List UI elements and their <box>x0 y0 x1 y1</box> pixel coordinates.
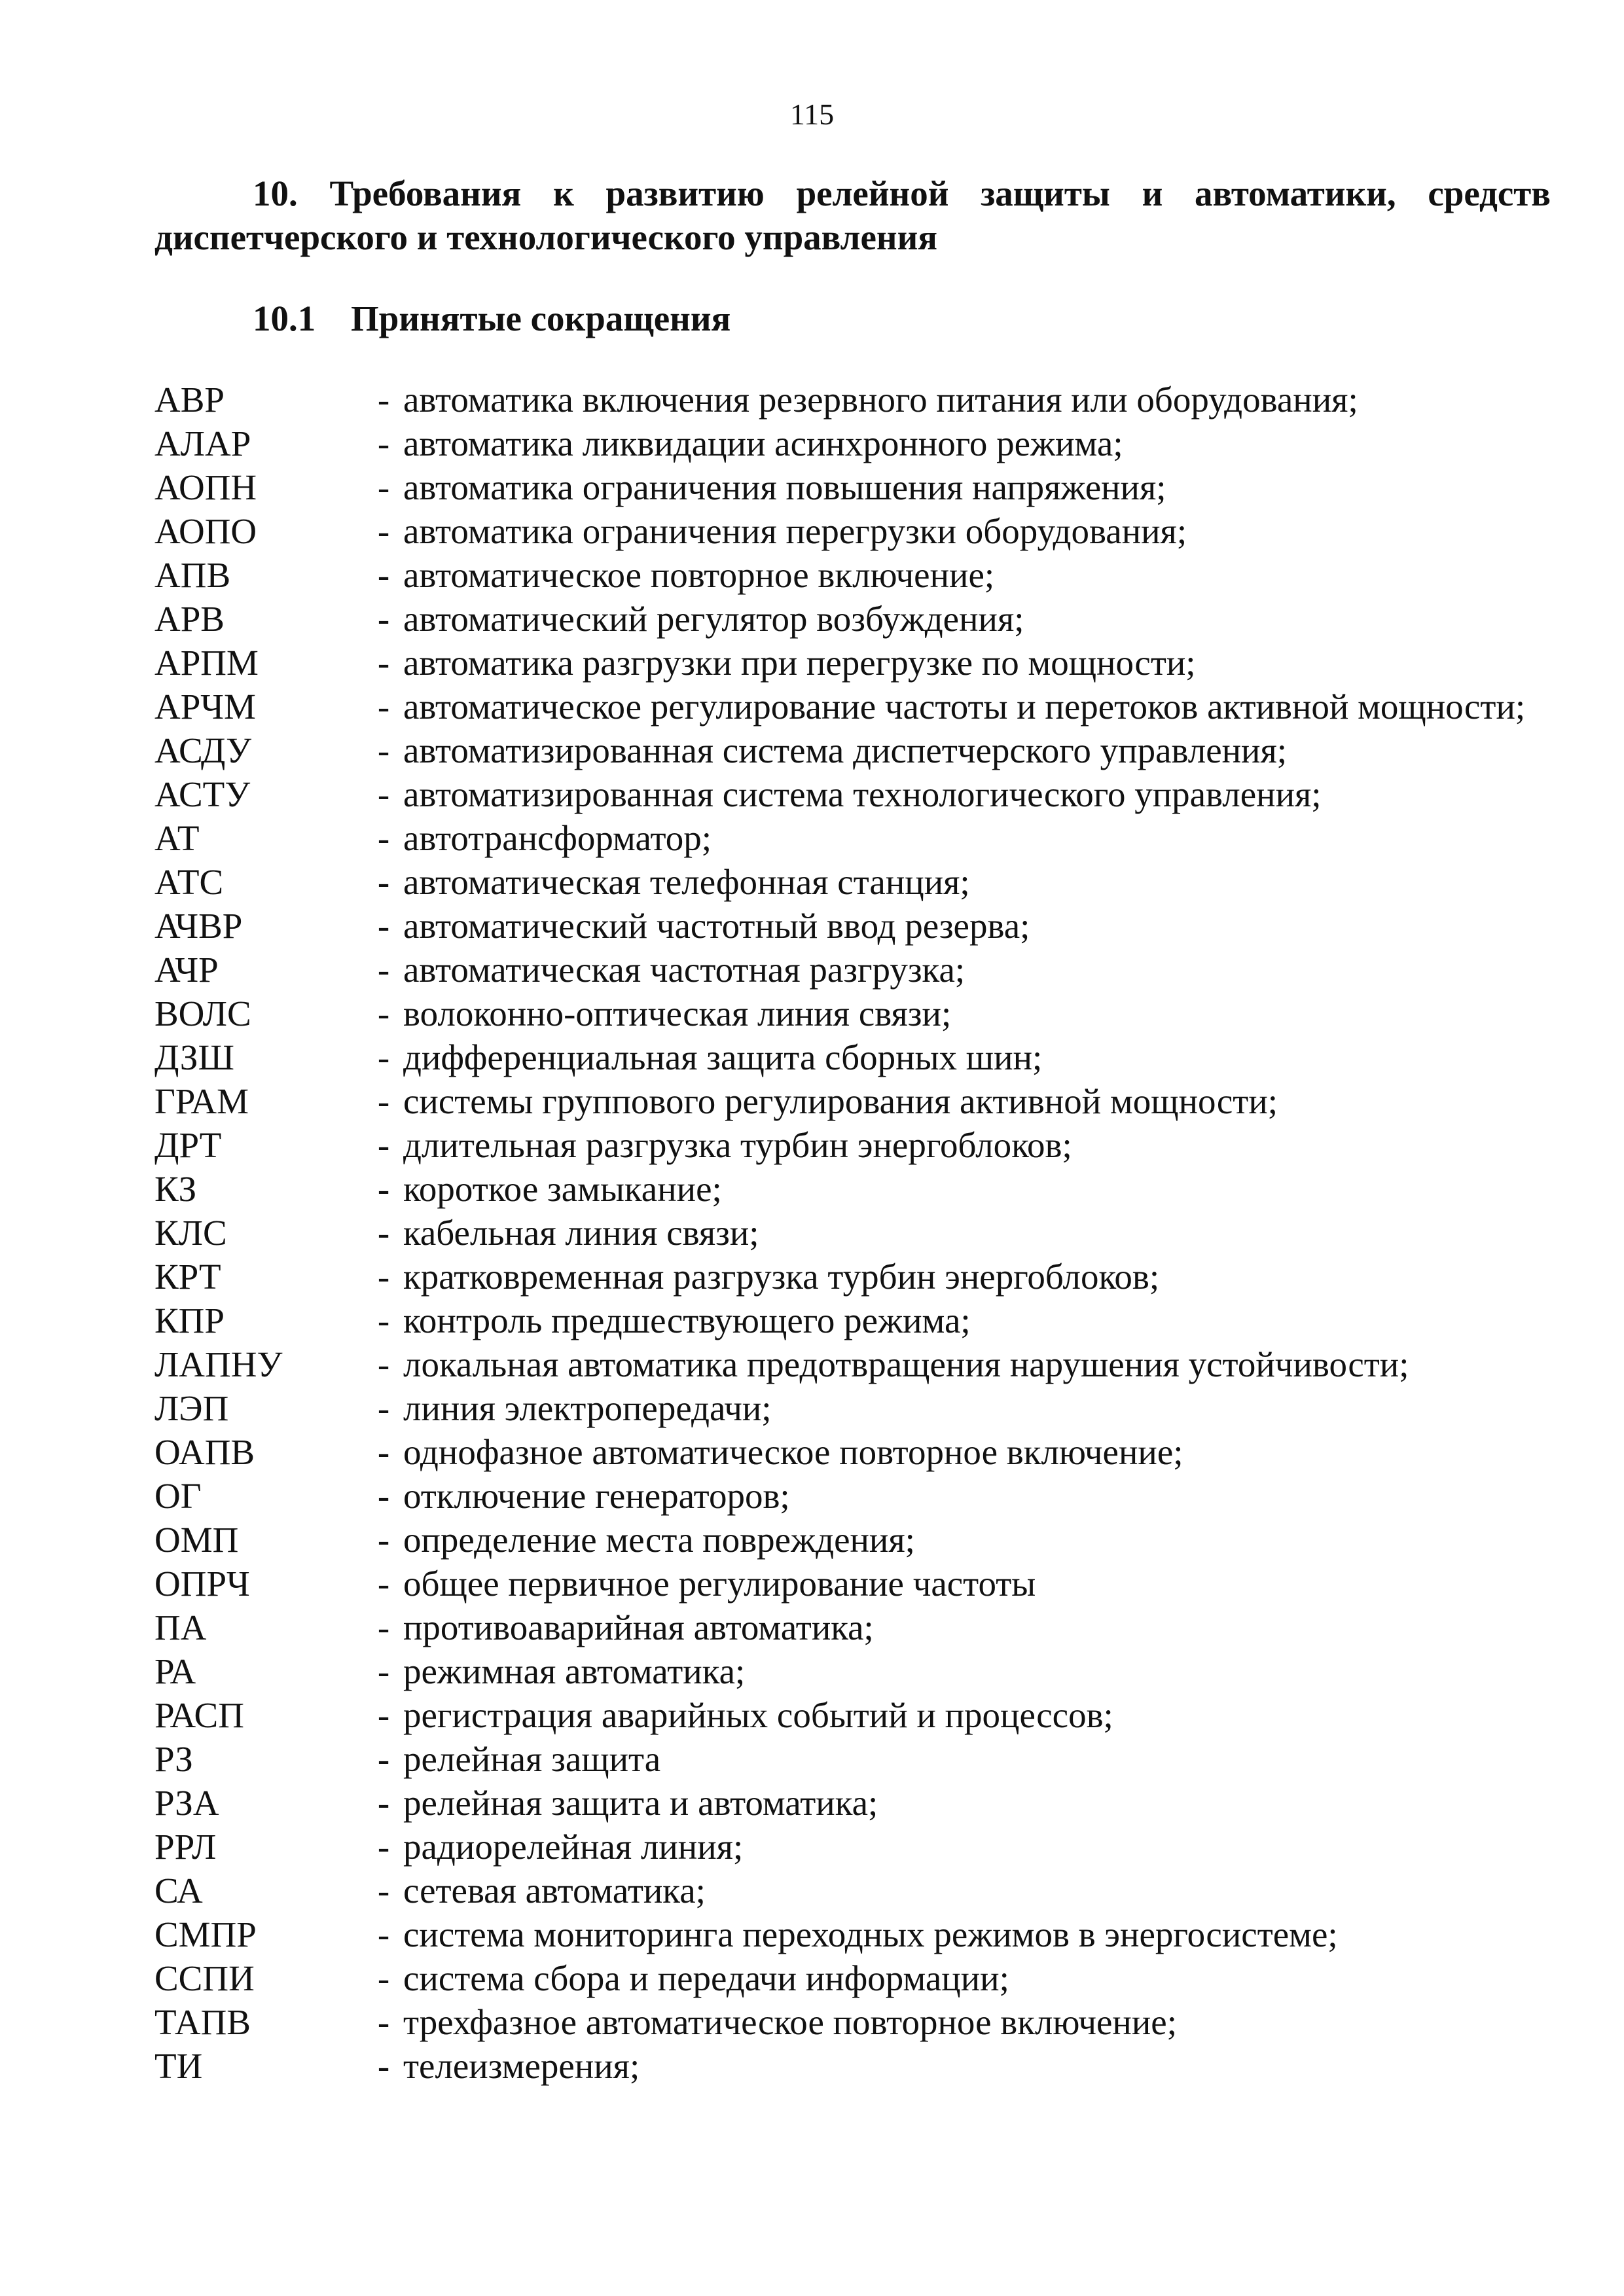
abbreviation-term: ЛАПНУ <box>154 1344 283 1384</box>
abbreviation-term: ТИ <box>154 2046 203 2086</box>
abbreviation-definition: радиорелейная линия; <box>403 1827 744 1867</box>
abbreviation-definition: автоматика ликвидации асинхронного режима; <box>403 423 1123 463</box>
abbreviation-definition: волоконно-оптическая линия связи; <box>403 994 952 1033</box>
abbreviation-row <box>154 2044 1551 2088</box>
abbreviation-term: ДРТ <box>154 1125 222 1165</box>
abbreviation-definition: кабельная линия связи; <box>403 1213 759 1253</box>
abbreviation-term: АРЧМ <box>154 687 256 726</box>
abbreviation-term: АОПО <box>154 511 257 551</box>
abbreviation-row <box>154 948 1551 992</box>
abbreviation-definition: релейная защита и автоматика; <box>403 1783 878 1823</box>
abbreviation-dash: - <box>377 1739 390 1779</box>
abbreviation-term: РАСП <box>154 1695 244 1735</box>
abbreviation-term: ОГ <box>154 1476 202 1516</box>
abbreviation-definition: автотрансформатор; <box>403 818 712 858</box>
page-number: 115 <box>789 98 835 131</box>
abbreviation-row <box>154 860 1551 904</box>
abbreviation-dash: - <box>377 774 390 814</box>
abbreviation-dash: - <box>377 1169 390 1209</box>
abbreviation-dash: - <box>377 1607 390 1647</box>
abbreviation-term: ОПРЧ <box>154 1564 250 1604</box>
abbreviation-term: АЧВР <box>154 906 243 946</box>
abbreviation-row <box>154 1255 1551 1299</box>
section-title-line1 <box>154 171 1551 215</box>
abbreviation-definition: автоматическое повторное включение; <box>403 555 995 595</box>
abbreviation-definition: автоматический частотный ввод резерва; <box>403 906 1030 946</box>
abbreviation-row <box>154 992 1551 1035</box>
section-title-line2: диспетчерского и технологического управления <box>154 217 938 257</box>
abbreviation-definition: линия электропередачи; <box>403 1388 772 1428</box>
abbreviation-dash: - <box>377 1432 390 1472</box>
abbreviation-definition: система сбора и передачи информации; <box>403 1958 1009 1998</box>
abbreviation-dash: - <box>377 1081 390 1121</box>
abbreviation-term: АЧР <box>154 950 219 990</box>
abbreviation-term: ЛЭП <box>154 1388 229 1428</box>
abbreviation-definition: автоматическая частотная разгрузка; <box>403 950 965 990</box>
abbreviation-row <box>154 1342 1551 1386</box>
abbreviation-definition: автоматика включения резервного питания или оборудования; <box>403 380 1358 420</box>
subsection-heading <box>253 298 731 339</box>
abbreviation-definition: длительная разгрузка турбин энергоблоков; <box>403 1125 1072 1165</box>
subsection-title: Принятые сокращения <box>351 298 731 338</box>
abbreviation-row <box>154 553 1551 597</box>
abbreviation-row <box>154 1605 1551 1649</box>
abbreviation-row <box>154 1737 1551 1781</box>
abbreviation-dash: - <box>377 555 390 595</box>
abbreviation-definition: определение места повреждения; <box>403 1520 915 1560</box>
abbreviation-dash: - <box>377 1125 390 1165</box>
abbreviation-definition: телеизмерения; <box>403 2046 640 2086</box>
abbreviation-dash: - <box>377 1958 390 1998</box>
abbreviation-dash: - <box>377 1476 390 1516</box>
abbreviation-definition: автоматизированная система диспетчерского управления; <box>403 730 1288 770</box>
abbreviation-row <box>154 1474 1551 1518</box>
abbreviation-dash: - <box>377 1564 390 1604</box>
abbreviation-term: РА <box>154 1651 196 1691</box>
abbreviation-term: РЗ <box>154 1739 193 1779</box>
abbreviation-row <box>154 728 1551 772</box>
section-title-word: к <box>553 173 574 213</box>
abbreviation-row <box>154 597 1551 641</box>
abbreviation-definition: автоматическое регулирование частоты и перетоков активной мощности; <box>403 687 1526 726</box>
abbreviation-term: КРТ <box>154 1257 221 1297</box>
abbreviation-term: ССПИ <box>154 1958 255 1998</box>
abbreviation-definition: локальная автоматика предотвращения нарушения устойчивости; <box>403 1344 1409 1384</box>
abbreviation-definition: кратковременная разгрузка турбин энергоблоков; <box>403 1257 1160 1297</box>
abbreviation-dash: - <box>377 730 390 770</box>
abbreviation-dash: - <box>377 1037 390 1077</box>
section-title-word: релейной <box>796 173 949 213</box>
abbreviation-row <box>154 1123 1551 1167</box>
section-title-word: автоматики, <box>1195 173 1396 213</box>
abbreviation-definition: системы группового регулирования активной мощности; <box>403 1081 1278 1121</box>
abbreviation-term: АПВ <box>154 555 231 595</box>
abbreviation-term: АСДУ <box>154 730 252 770</box>
abbreviation-row <box>154 1211 1551 1255</box>
abbreviation-dash: - <box>377 1257 390 1297</box>
abbreviation-row <box>154 1079 1551 1123</box>
abbreviation-dash: - <box>377 1783 390 1823</box>
abbreviation-dash: - <box>377 1388 390 1428</box>
abbreviation-row <box>154 1035 1551 1079</box>
abbreviation-dash: - <box>377 818 390 858</box>
abbreviation-dash: - <box>377 1651 390 1691</box>
abbreviation-dash: - <box>377 994 390 1033</box>
abbreviation-row <box>154 1386 1551 1430</box>
abbreviation-definition: режимная автоматика; <box>403 1651 746 1691</box>
abbreviation-row <box>154 1299 1551 1342</box>
abbreviation-row <box>154 378 1551 422</box>
abbreviation-term: СМПР <box>154 1914 257 1954</box>
abbreviation-term: ОМП <box>154 1520 239 1560</box>
abbreviation-row <box>154 1693 1551 1737</box>
abbreviation-term: АРВ <box>154 599 225 639</box>
abbreviation-row <box>154 1912 1551 1956</box>
abbreviation-dash: - <box>377 1914 390 1954</box>
abbreviation-row <box>154 1562 1551 1605</box>
abbreviation-row <box>154 1167 1551 1211</box>
abbreviation-term: АВР <box>154 380 225 420</box>
abbreviation-definition: контроль предшествующего режима; <box>403 1300 971 1340</box>
abbreviation-definition: регистрация аварийных событий и процессов; <box>403 1695 1113 1735</box>
abbreviation-term: РЗА <box>154 1783 219 1823</box>
abbreviation-row <box>154 422 1551 465</box>
section-title-word: развитию <box>605 173 765 213</box>
abbreviation-definition: противоаварийная автоматика; <box>403 1607 874 1647</box>
abbreviation-definition: дифференциальная защита сборных шин; <box>403 1037 1043 1077</box>
section-title-word: средств <box>1428 173 1551 213</box>
abbreviation-dash: - <box>377 1300 390 1340</box>
abbreviation-dash: - <box>377 950 390 990</box>
abbreviation-list <box>154 378 1551 2088</box>
abbreviation-term: ТАПВ <box>154 2002 251 2042</box>
abbreviation-dash: - <box>377 1213 390 1253</box>
abbreviation-row <box>154 1869 1551 1912</box>
abbreviation-definition: сетевая автоматика; <box>403 1871 706 1910</box>
abbreviation-row <box>154 641 1551 685</box>
abbreviation-dash: - <box>377 2046 390 2086</box>
subsection-number: 10.1 <box>253 298 316 338</box>
section-title-word: защиты <box>981 173 1110 213</box>
abbreviation-dash: - <box>377 1344 390 1384</box>
abbreviation-row <box>154 1649 1551 1693</box>
abbreviation-dash: - <box>377 1695 390 1735</box>
abbreviation-term: КЛС <box>154 1213 227 1253</box>
abbreviation-definition: однофазное автоматическое повторное включение; <box>403 1432 1183 1472</box>
abbreviation-row <box>154 465 1551 509</box>
abbreviation-dash: - <box>377 423 390 463</box>
abbreviation-dash: - <box>377 599 390 639</box>
abbreviation-term: СА <box>154 1871 203 1910</box>
abbreviation-dash: - <box>377 2002 390 2042</box>
abbreviation-dash: - <box>377 862 390 902</box>
abbreviation-definition: автоматизированная система технологического управления; <box>403 774 1322 814</box>
abbreviation-term: АТ <box>154 818 200 858</box>
abbreviation-term: АОПН <box>154 467 257 507</box>
abbreviation-row <box>154 1430 1551 1474</box>
abbreviation-row <box>154 509 1551 553</box>
abbreviation-term: РРЛ <box>154 1827 217 1867</box>
abbreviation-row <box>154 685 1551 728</box>
abbreviation-row <box>154 772 1551 816</box>
section-title-word: Требования <box>329 173 522 213</box>
abbreviation-term: АСТУ <box>154 774 251 814</box>
abbreviation-definition: автоматика ограничения повышения напряжения; <box>403 467 1166 507</box>
abbreviation-term: ПА <box>154 1607 207 1647</box>
abbreviation-definition: система мониторинга переходных режимов в энергосистеме; <box>403 1914 1338 1954</box>
abbreviation-definition: трехфазное автоматическое повторное включение; <box>403 2002 1177 2042</box>
abbreviation-dash: - <box>377 467 390 507</box>
abbreviation-row <box>154 1781 1551 1825</box>
abbreviation-dash: - <box>377 687 390 726</box>
section-number: 10. <box>253 173 298 213</box>
abbreviation-definition: релейная защита <box>403 1739 661 1779</box>
abbreviation-row <box>154 904 1551 948</box>
abbreviation-row <box>154 1956 1551 2000</box>
abbreviation-dash: - <box>377 511 390 551</box>
abbreviation-term: АТС <box>154 862 224 902</box>
abbreviation-definition: короткое замыкание; <box>403 1169 722 1209</box>
abbreviation-term: АРПМ <box>154 643 259 683</box>
abbreviation-term: ДЗШ <box>154 1037 234 1077</box>
abbreviation-row <box>154 2000 1551 2044</box>
abbreviation-dash: - <box>377 1520 390 1560</box>
abbreviation-dash: - <box>377 643 390 683</box>
abbreviation-term: КЗ <box>154 1169 197 1209</box>
abbreviation-term: ВОЛС <box>154 994 251 1033</box>
abbreviation-term: ГРАМ <box>154 1081 249 1121</box>
abbreviation-row <box>154 816 1551 860</box>
abbreviation-row <box>154 1825 1551 1869</box>
abbreviation-dash: - <box>377 1871 390 1910</box>
abbreviation-term: ОАПВ <box>154 1432 255 1472</box>
abbreviation-term: КПР <box>154 1300 225 1340</box>
abbreviation-dash: - <box>377 1827 390 1867</box>
section-title-word: и <box>1142 173 1163 213</box>
abbreviation-definition: отключение генераторов; <box>403 1476 790 1516</box>
abbreviation-row <box>154 1518 1551 1562</box>
abbreviation-definition: автоматический регулятор возбуждения; <box>403 599 1024 639</box>
abbreviation-term: АЛАР <box>154 423 251 463</box>
abbreviation-definition: общее первичное регулирование частоты <box>403 1564 1036 1604</box>
abbreviation-definition: автоматика ограничения перегрузки оборудования; <box>403 511 1187 551</box>
abbreviation-definition: автоматическая телефонная станция; <box>403 862 970 902</box>
abbreviation-definition: автоматика разгрузки при перегрузке по мощности; <box>403 643 1196 683</box>
abbreviation-dash: - <box>377 906 390 946</box>
abbreviation-dash: - <box>377 380 390 420</box>
section-heading <box>154 171 1551 259</box>
